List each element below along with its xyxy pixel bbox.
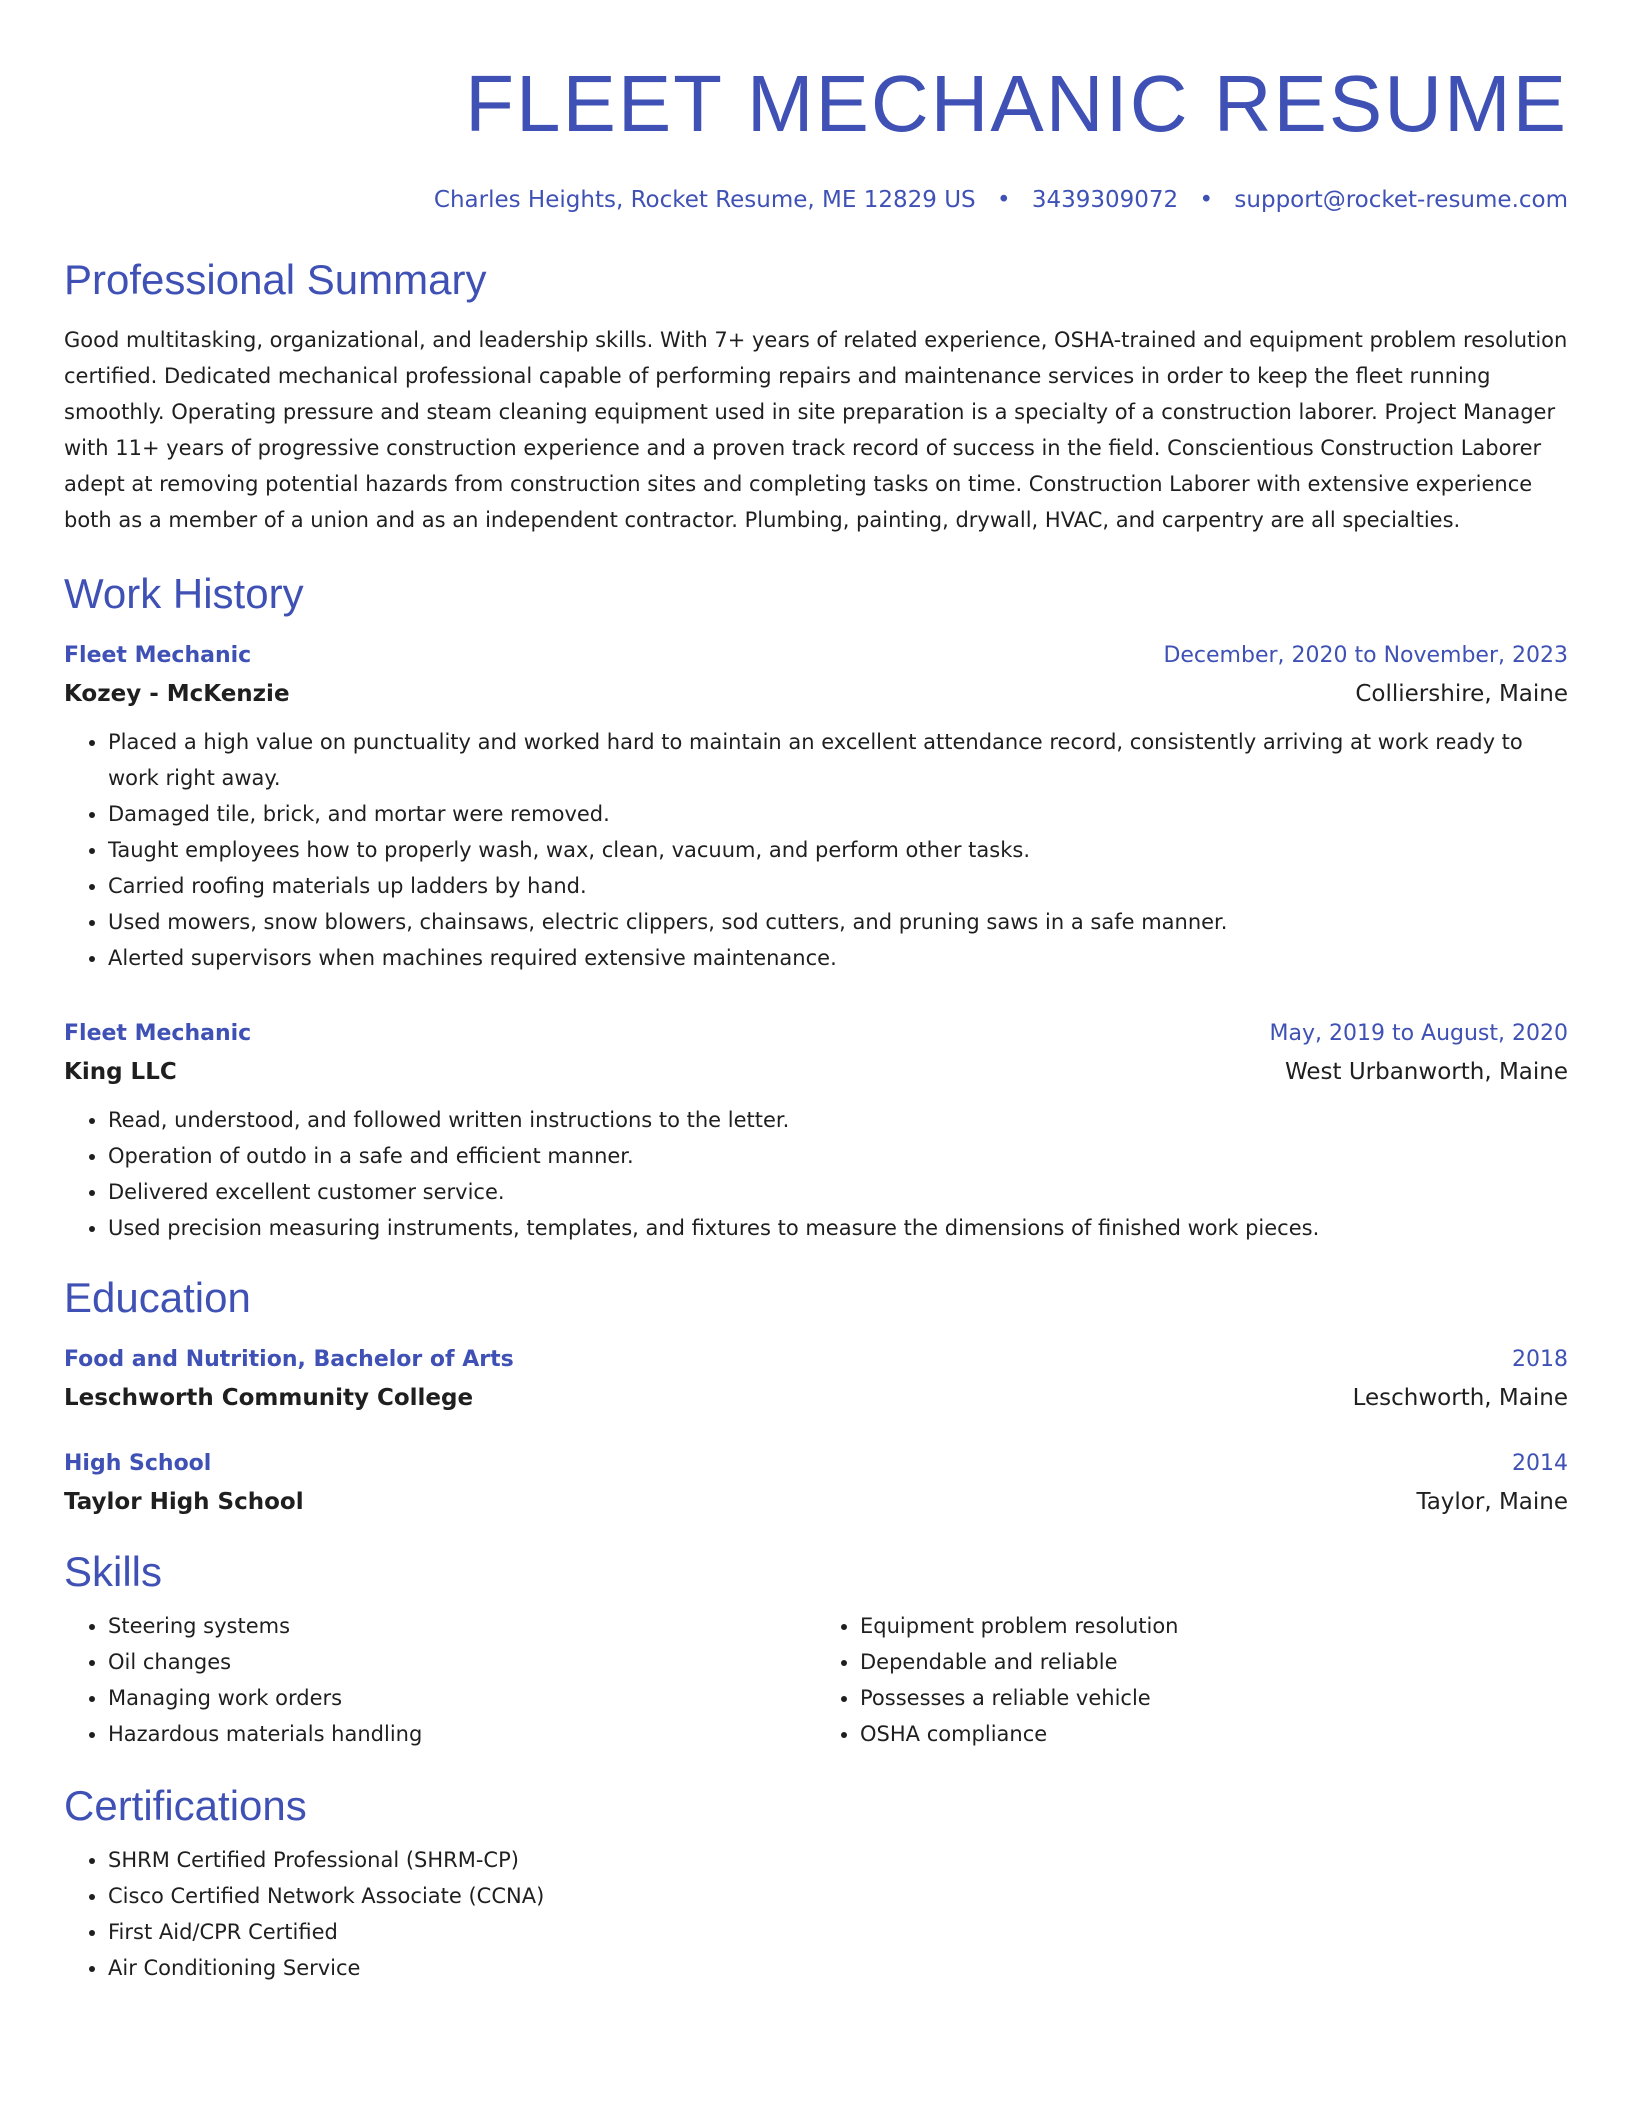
section-heading-certifications: Certifications <box>64 1782 307 1829</box>
section-heading-work-history: Work History <box>64 570 304 617</box>
skill-item: • Steering systems <box>108 1608 816 1644</box>
skill-item: • Managing work orders <box>108 1680 816 1716</box>
job-title: Fleet Mechanic <box>64 643 252 668</box>
work-history-section <box>64 566 1568 1246</box>
contact-line <box>64 184 1568 216</box>
job-duty-item: • Taught employees how to properly wash, wax, clean, vacuum, and perform other tasks. <box>108 832 1568 868</box>
education-entry <box>64 1342 1568 1418</box>
job-duties-list <box>64 1102 1568 1246</box>
job-dates: May, 2019 to August, 2020 <box>1269 1021 1568 1046</box>
job-duty-item: • Carried roofing materials up ladders by hand. <box>108 868 1568 904</box>
job-duty-item: • Placed a high value on punctuality and worked hard to maintain an excellent attendance record, consistently arriving at work ready to work right away. <box>108 724 1568 796</box>
education-school: Taylor High School <box>64 1489 304 1515</box>
resume-title: FLEET MECHANIC RESUME <box>465 59 1568 148</box>
contact-email: support@rocket-resume.com <box>1234 187 1568 213</box>
skill-item: • Dependable and reliable <box>860 1644 1568 1680</box>
job-duty-item: • Used mowers, snow blowers, chainsaws, electric clippers, sod cutters, and pruning saws in a safe manner. <box>108 904 1568 940</box>
education-section <box>64 1270 1568 1522</box>
skill-item: • Hazardous materials handling <box>108 1716 816 1752</box>
certification-item: • Cisco Certified Network Associate (CCNA) <box>108 1878 1568 1914</box>
skills-list-right <box>816 1608 1568 1752</box>
certification-item: • Air Conditioning Service <box>108 1950 1568 1986</box>
skills-columns <box>64 1608 1568 1752</box>
professional-summary-section <box>64 252 1568 538</box>
education-location: Taylor, Maine <box>1416 1489 1568 1515</box>
skill-item: • Possesses a reliable vehicle <box>860 1680 1568 1716</box>
skill-item: • Equipment problem resolution <box>860 1608 1568 1644</box>
education-degree: High School <box>64 1451 212 1476</box>
job-company: Kozey - McKenzie <box>64 681 290 707</box>
job-duty-item: • Read, understood, and followed written instructions to the letter. <box>108 1102 1568 1138</box>
job-duties-list <box>64 724 1568 976</box>
skill-item: • Oil changes <box>108 1644 816 1680</box>
summary-text: Good multitasking, organizational, and leadership skills. With 7+ years of related experience, OSHA-trained and equipment problem resolution certified. Dedicated mechanical professional capable of performing repairs and maintenance services in order to keep the fleet running smoothly. Operating pressure and steam cleaning equipment used in site preparation is a specialty of a construction laborer. Project Manager with 11+ years of progressive construction experience and a proven track record of success in the field. Conscientious Construction Laborer adept at removing potential hazards from construction sites and completing tasks on time. Construction Laborer with extensive experience both as a member of a union and as an independent contractor. Plumbing, painting, drywall, HVAC, and carpentry are all specialties. <box>64 328 1568 532</box>
job-location: Colliershire, Maine <box>1355 681 1568 707</box>
job-entry <box>64 1016 1568 1246</box>
job-company: King LLC <box>64 1059 177 1085</box>
job-duty-item: • Alerted supervisors when machines required extensive maintenance. <box>108 940 1568 976</box>
job-duty-item: • Damaged tile, brick, and mortar were removed. <box>108 796 1568 832</box>
education-year: 2018 <box>1512 1347 1568 1372</box>
job-location: West Urbanworth, Maine <box>1284 1059 1568 1085</box>
education-school: Leschworth Community College <box>64 1385 474 1411</box>
education-location: Leschworth, Maine <box>1352 1385 1568 1411</box>
section-heading-summary: Professional Summary <box>64 256 487 303</box>
job-dates: December, 2020 to November, 2023 <box>1163 643 1568 668</box>
contact-address: Charles Heights, Rocket Resume, ME 12829 US <box>433 187 976 213</box>
job-duty-item: • Operation of outdo in a safe and efficient manner. <box>108 1138 1568 1174</box>
education-year: 2014 <box>1512 1451 1568 1476</box>
job-entry <box>64 638 1568 976</box>
contact-separator: • <box>1199 187 1214 213</box>
job-title: Fleet Mechanic <box>64 1021 252 1046</box>
certifications-list <box>64 1842 1568 1986</box>
skill-item: • OSHA compliance <box>860 1716 1568 1752</box>
resume-header <box>64 56 1568 216</box>
education-entry <box>64 1446 1568 1522</box>
job-duty-item: • Used precision measuring instruments, templates, and fixtures to measure the dimensions of finished work pieces. <box>108 1210 1568 1246</box>
skills-section <box>64 1544 1568 1752</box>
section-heading-education: Education <box>64 1274 251 1321</box>
certifications-section <box>64 1778 1568 1986</box>
skills-list-left <box>64 1608 816 1752</box>
section-heading-skills: Skills <box>64 1548 163 1595</box>
contact-separator: • <box>996 187 1011 213</box>
education-degree: Food and Nutrition, Bachelor of Arts <box>64 1347 514 1372</box>
certification-item: • First Aid/CPR Certified <box>108 1914 1568 1950</box>
job-duty-item: • Delivered excellent customer service. <box>108 1174 1568 1210</box>
certification-item: • SHRM Certified Professional (SHRM-CP) <box>108 1842 1568 1878</box>
contact-phone: 3439309072 <box>1031 187 1179 213</box>
